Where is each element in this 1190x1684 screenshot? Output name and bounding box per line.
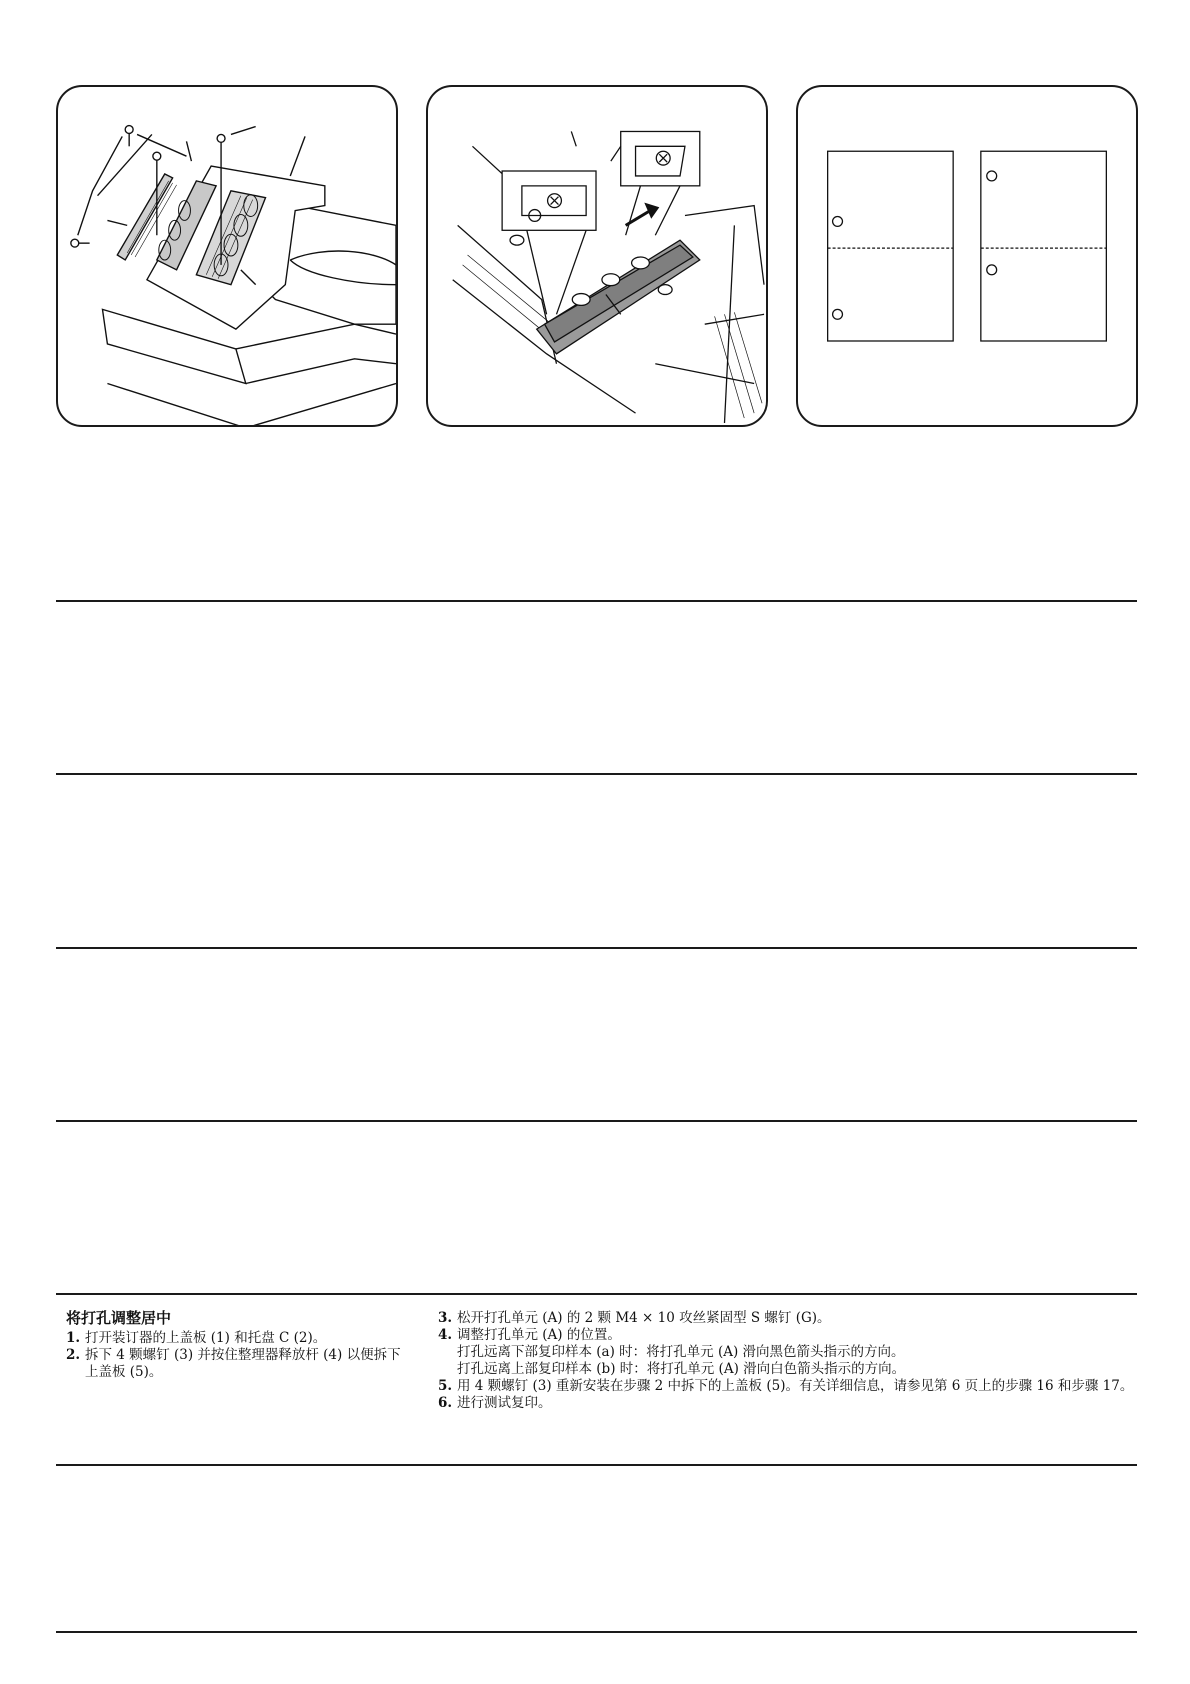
copy-samples-illustration [798,87,1136,425]
divider-rule [56,1293,1137,1295]
step-3 [438,1310,1138,1327]
step-text: 松开打孔单元 (A) 的 2 颗 M4 × 10 攻丝紧固型 S 螺钉 (G)。 [457,1310,831,1326]
divider-rule [56,1120,1137,1122]
step-4-sub-a: 打孔远离下部复印样本 (a) 时：将打孔单元 (A) 滑向黑色箭头指示的方向。 [457,1344,905,1360]
step-4-sub-b: 打孔远离上部复印样本 (b) 时：将打孔单元 (A) 滑向白色箭头指示的方向。 [457,1361,906,1377]
illustration-panel-copy-samples [796,85,1138,427]
step-text: 打开装订器的上盖板 (1) 和托盘 C (2)。 [85,1330,327,1346]
divider-rule [56,1464,1137,1466]
illustration-panel-punch-unit [426,85,768,427]
step-text: 用 4 颗螺钉 (3) 重新安装在步骤 2 中拆下的上盖板 (5)。有关详细信息，请参见第 6 页上的步骤 16 和步骤 17。 [457,1378,1134,1394]
step-number: 6. [438,1395,453,1411]
copy-sample-a [828,151,954,341]
finisher-cover-illustration [58,87,396,425]
illustration-panel-cover-removal [56,85,398,427]
step-number: 2. [66,1347,81,1363]
divider-rule [56,947,1137,949]
step-number: 1. [66,1330,81,1346]
step-text: 拆下 4 颗螺钉 (3) 并按住整理器释放杆 (4) 以便拆下上盖板 (5)。 [85,1347,401,1380]
punch-unit-illustration [428,87,766,425]
step-number: 4. [438,1327,453,1343]
step-4 [438,1327,1138,1344]
step-5 [438,1378,1138,1395]
divider-rule [56,600,1137,602]
instructions-left-column [66,1310,406,1381]
copy-sample-b [981,151,1107,341]
step-text: 进行测试复印。 [457,1395,552,1411]
step-6 [438,1395,1138,1412]
step-1 [66,1330,406,1347]
step-2 [66,1347,406,1381]
step-number: 5. [438,1378,453,1394]
divider-rule [56,773,1137,775]
step-text: 调整打孔单元 (A) 的位置。 [457,1327,621,1343]
section-heading: 将打孔调整居中 [66,1309,172,1327]
step-number: 3. [438,1310,453,1326]
divider-rule [56,1631,1137,1633]
instructions-right-column [438,1310,1138,1412]
